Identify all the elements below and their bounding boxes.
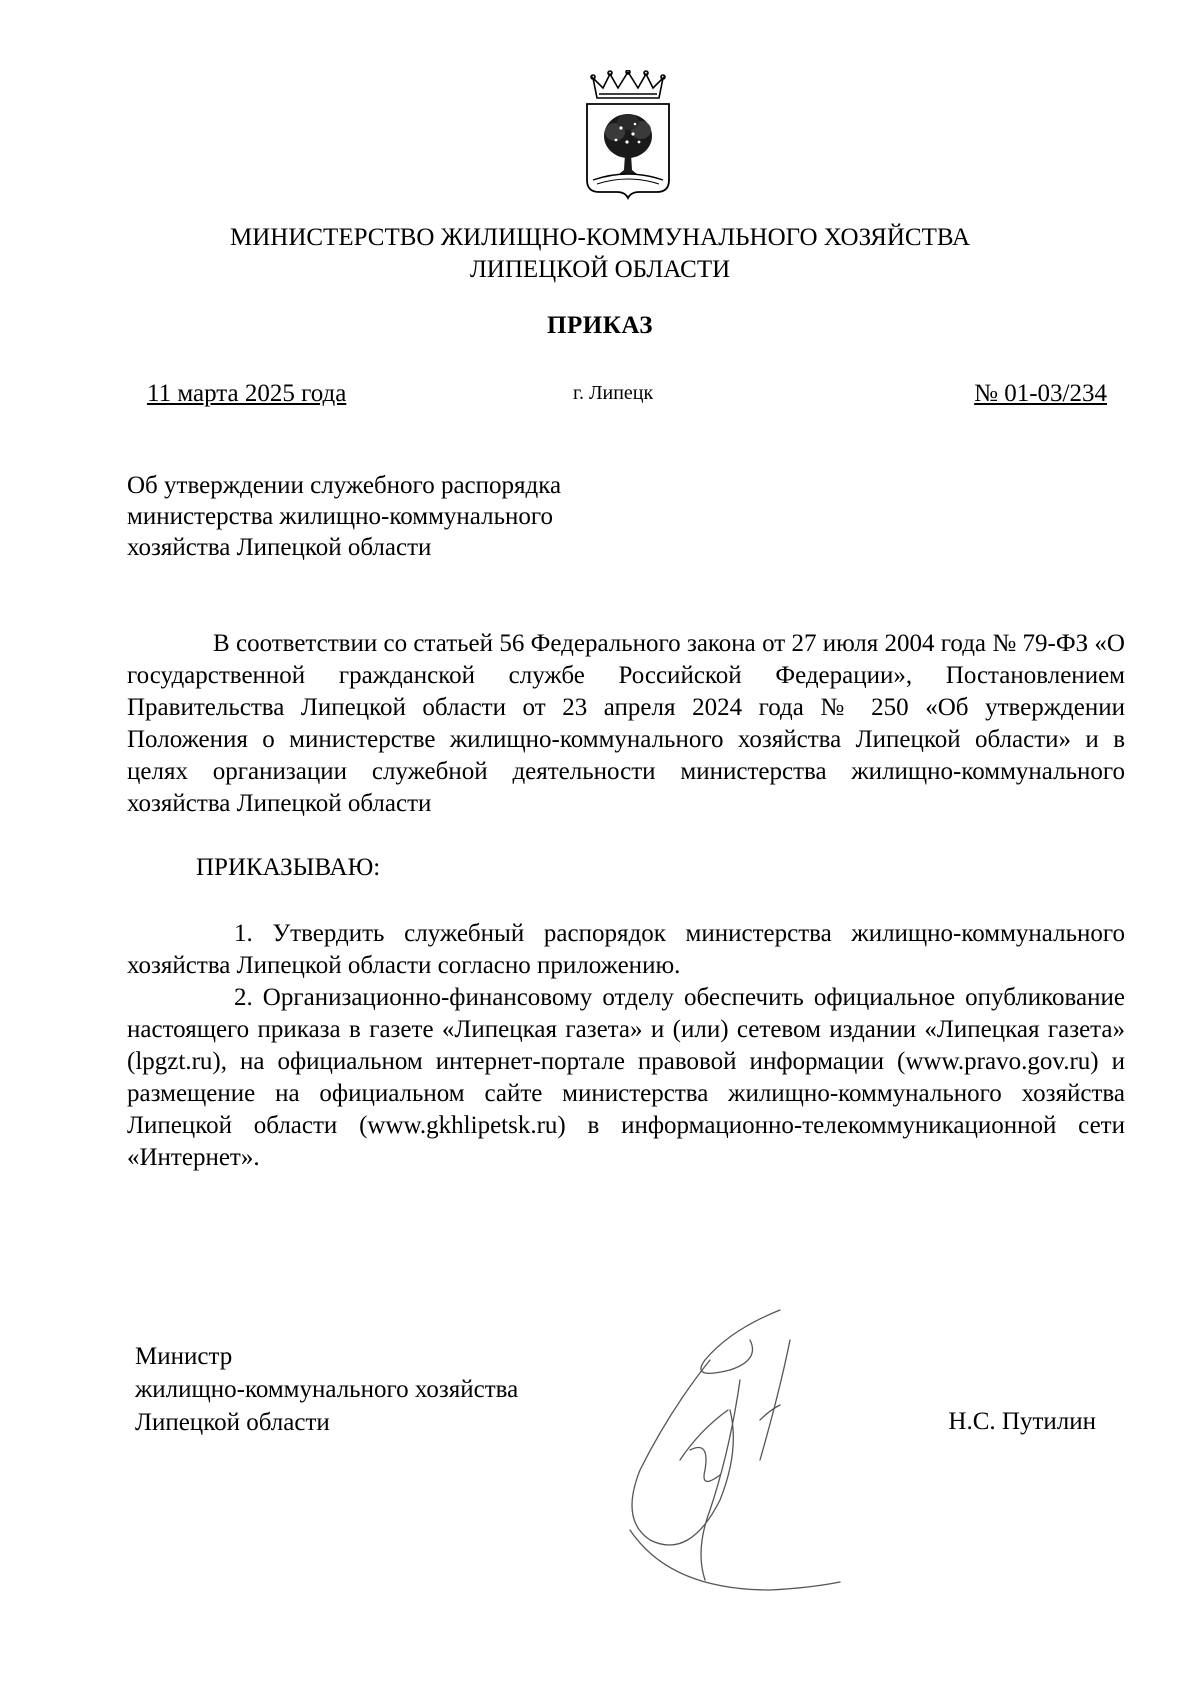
subject-line: хозяйства Липецкой области (127, 534, 432, 561)
signatory-title (135, 1340, 518, 1439)
document-city: г. Липецк (573, 382, 654, 404)
subject-line: Об утверждении служебного распорядка (127, 472, 562, 499)
handwritten-signature (610, 1300, 870, 1600)
order-items (127, 918, 1125, 1174)
ministry-name-line1: МИНИСТЕРСТВО ЖИЛИЩНО-КОММУНАЛЬНОГО ХОЗЯЙСТВА (229, 224, 971, 251)
document-date: 11 марта 2025 года (147, 380, 347, 407)
signatory-name: Н.С. Путилин (948, 1408, 1096, 1435)
preamble-paragraph: В соответствии со статьей 56 Федерального закона от 27 июля 2004 года № 79-ФЗ «О государственной гражданской службе Российской Федерации», Постановлением Правительства Липецкой области от 23 апреля 2024 года № 250 «Об утверждении Положения о министерстве жилищно-коммунального хозяйства Липецкой области» и в целях организации служебной деятельности министерства жилищно-коммунального хозяйства Липецкой области (127, 630, 1125, 817)
order-item: 1. Утвердить служебный распорядок министерства жилищно-коммунального хозяйства Липецкой области согласно приложению. (127, 920, 1125, 979)
document-type: ПРИКАЗ (547, 312, 653, 339)
signatory-title-line: Министр (135, 1343, 233, 1370)
order-word: ПРИКАЗЫВАЮ: (196, 854, 381, 881)
ministry-name-line2: ЛИПЕЦКОЙ ОБЛАСТИ (469, 256, 731, 283)
document-number: № 01-03/234 (974, 380, 1107, 407)
order-item: 2. Организационно-финансовому отделу обеспечить официальное опубликование настоящего приказа в газете «Липецкая газета» и (или) сетевом издании «Липецкая газета» (lpgzt.ru), на официальном интернет-портале правовой информации (www.pravo.gov.ru) и размещение на официальном сайте министерства жилищно-коммунального хозяйства Липецкой области (www.gkhlipetsk.ru) в информационно-телекоммуникационной сети «Интернет». (127, 984, 1125, 1171)
signatory-title-line: жилищно-коммунального хозяйства (135, 1376, 519, 1403)
coat-of-arms-icon (583, 70, 673, 200)
document-subject (127, 470, 687, 563)
signatory-title-line: Липецкой области (135, 1409, 330, 1436)
subject-line: министерства жилищно-коммунального (127, 503, 554, 530)
